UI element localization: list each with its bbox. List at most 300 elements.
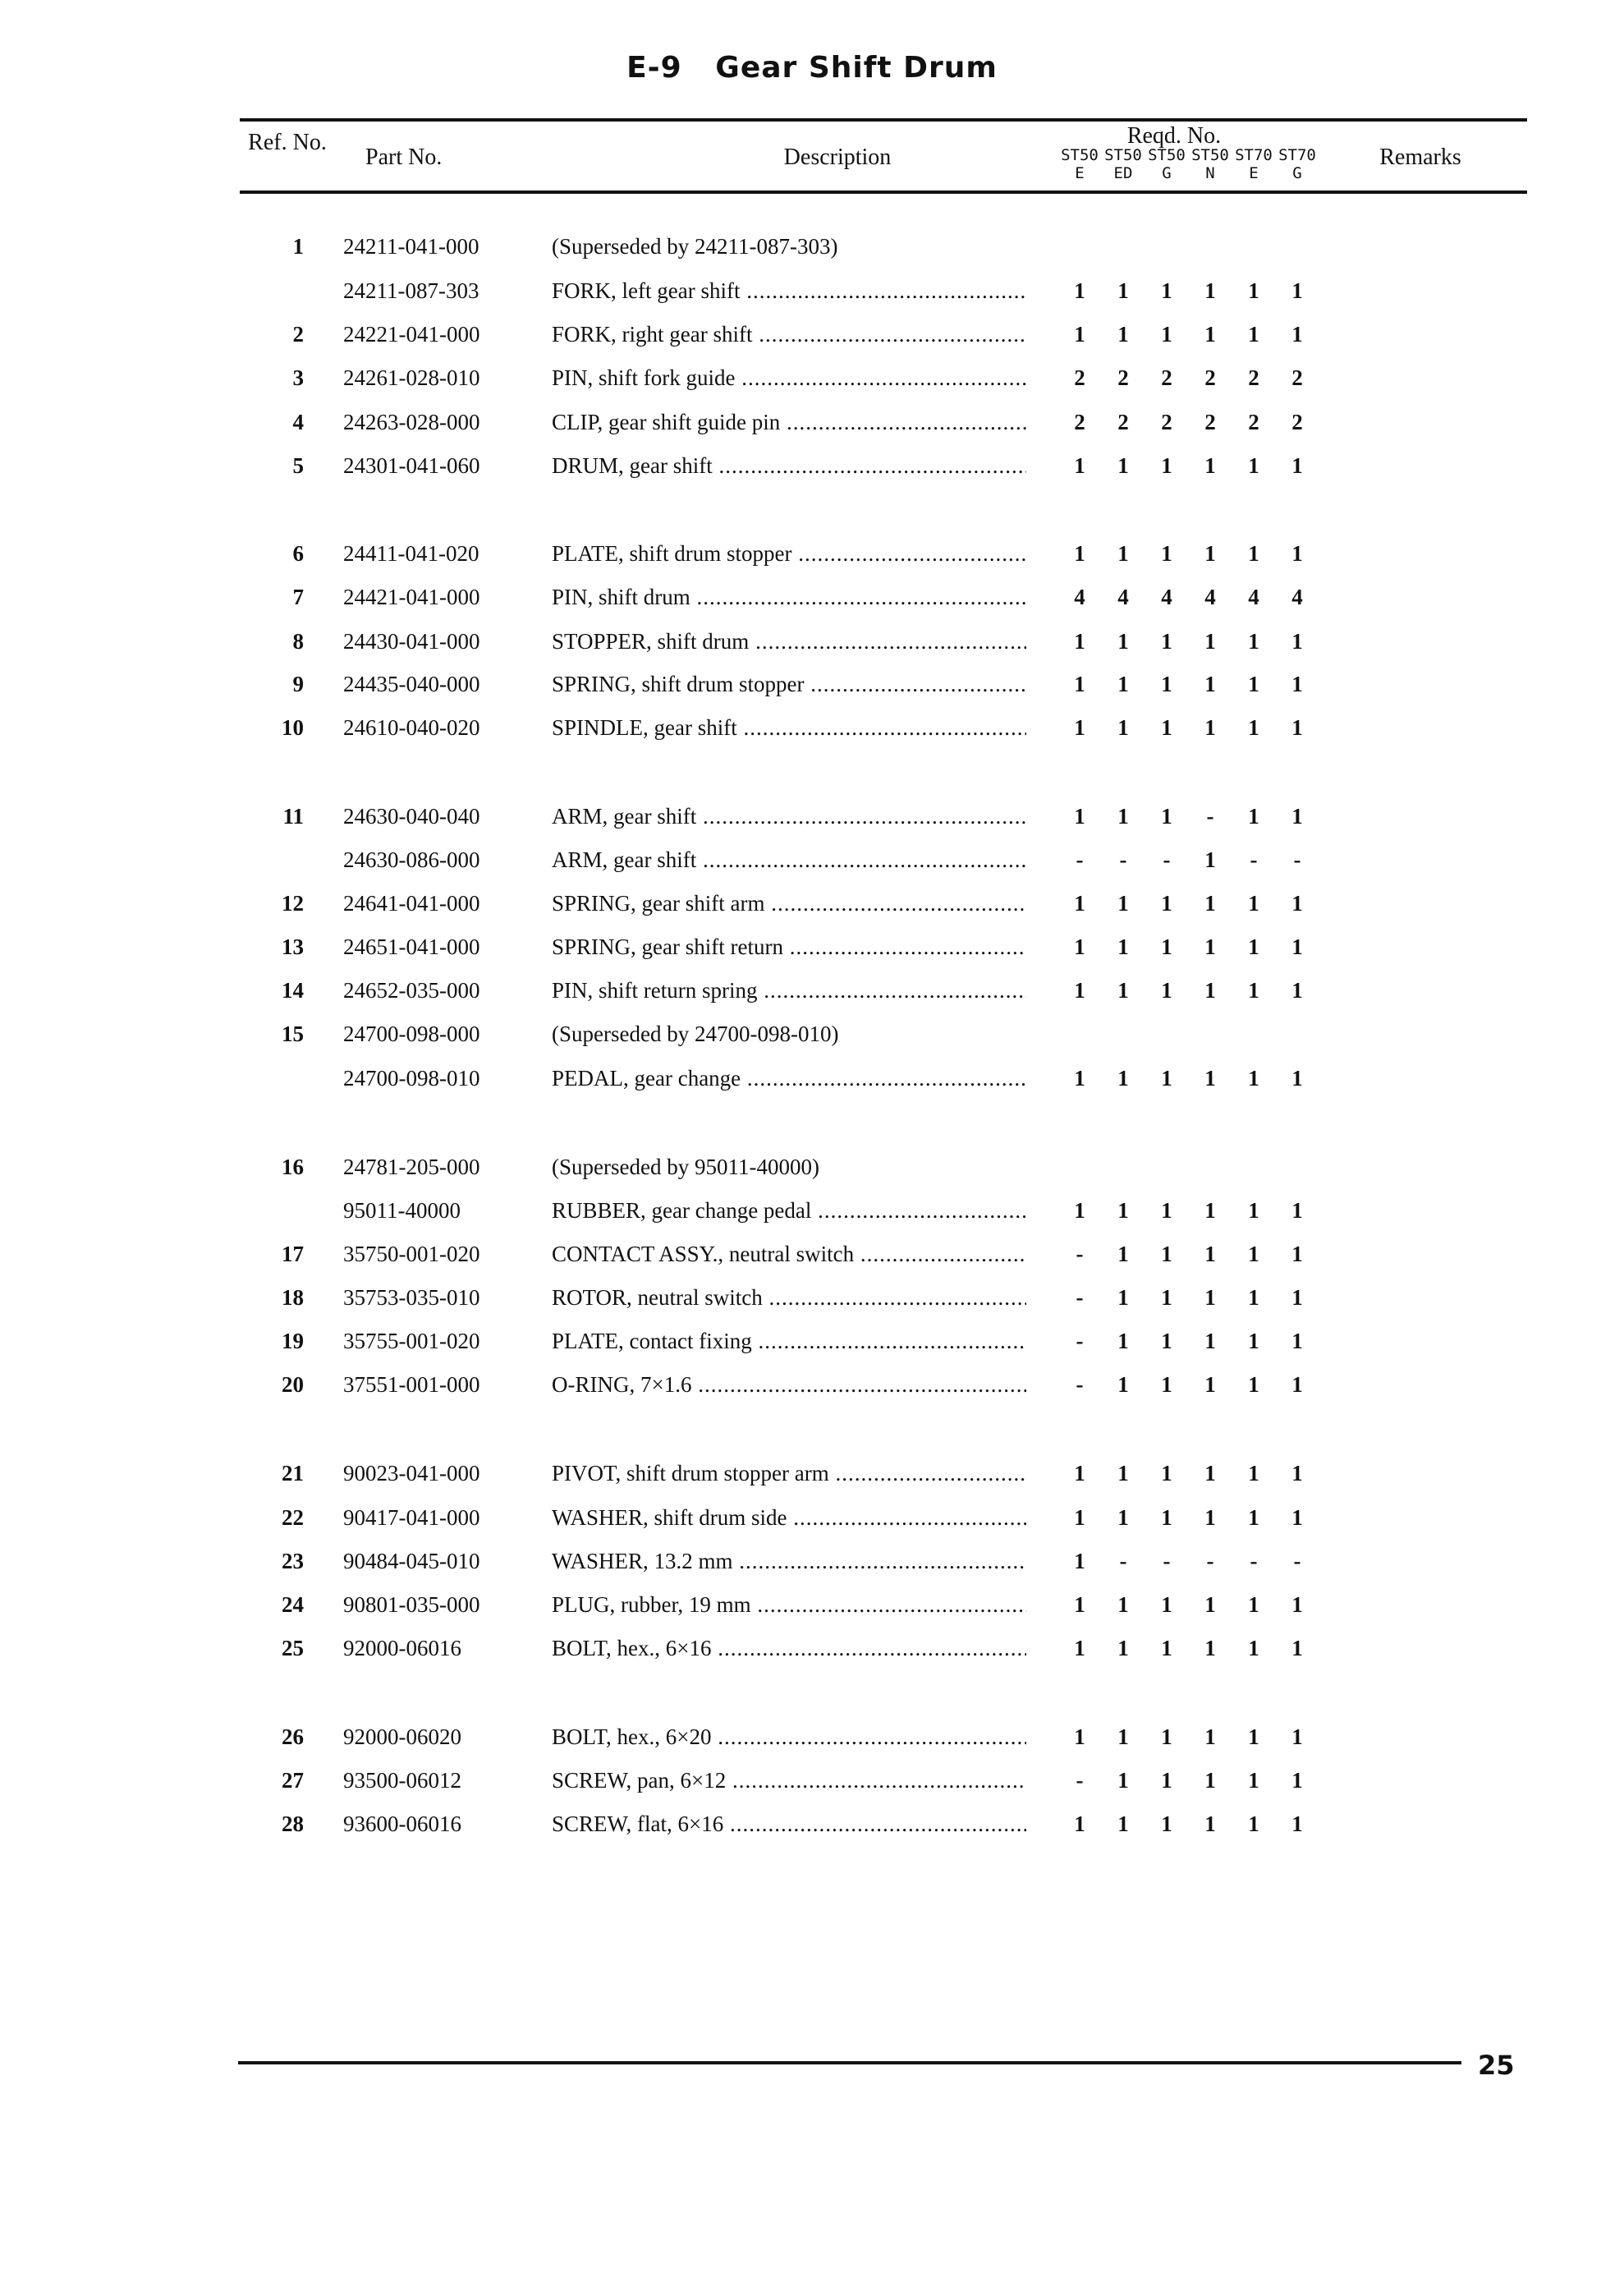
required-qty: 1	[1117, 978, 1129, 1003]
required-qty: 1	[1291, 1329, 1303, 1353]
required-qty: 1	[1248, 804, 1259, 829]
required-qty: 1	[1204, 1768, 1216, 1793]
required-qty: 1	[1204, 1724, 1216, 1749]
model-variant: E	[1075, 164, 1085, 182]
required-qty: 1	[1117, 804, 1129, 829]
description: ARM, gear shift .....	[552, 804, 1026, 829]
table-row	[0, 1155, 1624, 1187]
part-no: 24261-028-010	[343, 365, 480, 390]
description: PIVOT, shift drum stopper arm .....	[552, 1461, 1026, 1486]
required-qty: -	[1076, 847, 1084, 872]
required-qty: 1	[1161, 934, 1172, 959]
required-qty: 1	[1291, 1724, 1303, 1749]
ref-no: 2	[292, 322, 304, 347]
table-row	[0, 1636, 1624, 1669]
required-qty: 1	[1117, 1066, 1129, 1091]
model-name: ST70	[1278, 146, 1316, 164]
part-no: 92000-06016	[343, 1636, 461, 1660]
required-qty: -	[1250, 847, 1258, 872]
description: WASHER, shift drum side .....	[552, 1505, 1026, 1531]
required-qty: 1	[1074, 1636, 1085, 1660]
ref-no: 7	[292, 585, 304, 609]
required-qty: -	[1163, 847, 1171, 872]
description: PLUG, rubber, 19 mm .....	[552, 1592, 1026, 1618]
ref-no: 5	[292, 453, 304, 478]
model-name: ST50	[1191, 146, 1229, 164]
required-qty: -	[1206, 1549, 1214, 1573]
required-qty: -	[1076, 1372, 1084, 1397]
required-qty: 1	[1248, 1242, 1259, 1266]
required-qty: 1	[1117, 1285, 1129, 1310]
required-qty: 1	[1248, 322, 1259, 347]
required-qty: 1	[1074, 1198, 1085, 1223]
required-qty: -	[1076, 1242, 1084, 1266]
required-qty: 1	[1074, 1549, 1085, 1573]
part-no: 24652-035-000	[343, 978, 480, 1003]
part-no: 24651-041-000	[343, 934, 480, 959]
required-qty: 1	[1291, 1461, 1303, 1486]
required-qty: 1	[1074, 629, 1085, 654]
description: FORK, right gear shift .....	[552, 322, 1026, 347]
required-qty: 1	[1291, 1242, 1303, 1266]
model-variant: N	[1205, 164, 1215, 182]
description: BOLT, hex., 6×20 .....	[552, 1724, 1026, 1750]
footer-rule	[238, 2061, 1461, 2064]
required-qty: 4	[1117, 585, 1129, 609]
required-qty: 1	[1161, 1066, 1172, 1091]
ref-no: 16	[282, 1155, 304, 1179]
required-qty: 1	[1204, 1505, 1216, 1530]
required-qty: 2	[1248, 410, 1259, 434]
required-qty: 1	[1248, 1724, 1259, 1749]
part-no: 24430-041-000	[343, 629, 480, 654]
description: SPRING, gear shift arm .....	[552, 891, 1026, 916]
required-qty: 2	[1161, 365, 1172, 390]
ref-no: 17	[282, 1242, 304, 1266]
part-no: 24630-086-000	[343, 847, 480, 872]
table-row	[0, 322, 1624, 355]
table-row	[0, 891, 1624, 924]
header-top-rule	[240, 118, 1527, 122]
ref-no: 26	[282, 1724, 304, 1749]
required-qty: 4	[1161, 585, 1172, 609]
required-qty: 1	[1074, 934, 1085, 959]
required-qty: 1	[1117, 1636, 1129, 1660]
required-qty: 1	[1117, 1724, 1129, 1749]
part-no: 24221-041-000	[343, 322, 480, 347]
required-qty: 1	[1117, 1592, 1129, 1617]
part-no: 35755-001-020	[343, 1329, 480, 1353]
table-row	[0, 1812, 1624, 1844]
required-qty: 1	[1248, 1461, 1259, 1486]
description: ROTOR, neutral switch .....	[552, 1285, 1026, 1311]
part-no: 35750-001-020	[343, 1242, 480, 1266]
ref-no: 10	[282, 715, 304, 740]
required-qty: 1	[1074, 672, 1085, 696]
required-qty: 1	[1117, 1372, 1129, 1397]
required-qty: -	[1250, 1549, 1258, 1573]
table-row	[0, 847, 1624, 880]
required-qty: 1	[1117, 1242, 1129, 1266]
table-row	[0, 1505, 1624, 1538]
required-qty: -	[1206, 804, 1214, 829]
table-row	[0, 715, 1624, 748]
required-qty: 1	[1074, 891, 1085, 916]
required-qty: 1	[1117, 1768, 1129, 1793]
required-qty: 1	[1248, 1812, 1259, 1836]
required-qty: 1	[1248, 934, 1259, 959]
required-qty: -	[1293, 1549, 1301, 1573]
header-remarks: Remarks	[1379, 145, 1461, 170]
description: RUBBER, gear change pedal .....	[552, 1198, 1026, 1224]
part-no: 24700-098-000	[343, 1022, 480, 1046]
required-qty: 1	[1248, 453, 1259, 478]
description: (Superseded by 24700-098-010)	[552, 1022, 839, 1046]
ref-no: 15	[282, 1022, 304, 1046]
required-qty: 1	[1291, 1505, 1303, 1530]
required-qty: 1	[1117, 1505, 1129, 1530]
required-qty: 1	[1204, 1242, 1216, 1266]
required-qty: 1	[1117, 322, 1129, 347]
required-qty: 2	[1117, 410, 1129, 434]
required-qty: -	[1076, 1329, 1084, 1353]
table-row	[0, 1724, 1624, 1757]
required-qty: 1	[1291, 934, 1303, 959]
description: (Superseded by 95011-40000)	[552, 1155, 819, 1179]
ref-no: 8	[292, 629, 304, 654]
part-no: 93500-06012	[343, 1768, 461, 1793]
description: CONTACT ASSY., neutral switch .....	[552, 1242, 1026, 1267]
required-qty: 1	[1074, 1066, 1085, 1091]
required-qty: 1	[1117, 629, 1129, 654]
page-number: 25	[1478, 2050, 1515, 2081]
required-qty: 2	[1204, 365, 1216, 390]
part-no: 24641-041-000	[343, 891, 480, 916]
ref-no: 3	[292, 365, 304, 390]
part-no: 24263-028-000	[343, 410, 480, 434]
required-qty: 1	[1248, 978, 1259, 1003]
required-qty: 1	[1161, 1505, 1172, 1530]
required-qty: 1	[1117, 1198, 1129, 1223]
required-qty: 1	[1117, 715, 1129, 740]
required-qty: 1	[1291, 978, 1303, 1003]
required-qty: 1	[1248, 1066, 1259, 1091]
required-qty: 1	[1204, 978, 1216, 1003]
model-name: ST50	[1061, 146, 1099, 164]
description: CLIP, gear shift guide pin .....	[552, 410, 1026, 435]
required-qty: 1	[1291, 322, 1303, 347]
description: PEDAL, gear change .....	[552, 1066, 1026, 1091]
part-no: 37551-001-000	[343, 1372, 480, 1397]
required-qty: 4	[1204, 585, 1216, 609]
model-column-header	[1057, 146, 1103, 182]
table-row	[0, 1329, 1624, 1362]
model-column-header	[1144, 146, 1190, 182]
model-variant: E	[1249, 164, 1259, 182]
required-qty: 1	[1204, 1372, 1216, 1397]
required-qty: 1	[1074, 453, 1085, 478]
required-qty: 2	[1248, 365, 1259, 390]
required-qty: 1	[1291, 278, 1303, 303]
table-row	[0, 278, 1624, 311]
required-qty: 1	[1204, 1461, 1216, 1486]
required-qty: 1	[1117, 1329, 1129, 1353]
table-row	[0, 541, 1624, 574]
table-row	[0, 1022, 1624, 1054]
model-variant: G	[1292, 164, 1302, 182]
required-qty: 1	[1204, 672, 1216, 696]
table-row	[0, 1461, 1624, 1494]
required-qty: 1	[1291, 1372, 1303, 1397]
required-qty: 1	[1161, 1198, 1172, 1223]
description: PIN, shift fork guide .....	[552, 365, 1026, 391]
required-qty: 1	[1074, 715, 1085, 740]
ref-no: 12	[282, 891, 304, 916]
part-no: 24610-040-020	[343, 715, 480, 740]
required-qty: 1	[1204, 1592, 1216, 1617]
description: PLATE, contact fixing .....	[552, 1329, 1026, 1354]
required-qty: 1	[1161, 1329, 1172, 1353]
required-qty: 1	[1291, 453, 1303, 478]
required-qty: 1	[1074, 1724, 1085, 1749]
required-qty: 4	[1291, 585, 1303, 609]
table-row	[0, 1592, 1624, 1625]
part-no: 92000-06020	[343, 1724, 461, 1749]
part-no: 24211-041-000	[343, 234, 479, 259]
ref-no: 14	[282, 978, 304, 1003]
required-qty: 1	[1248, 1505, 1259, 1530]
required-qty: 1	[1248, 1372, 1259, 1397]
required-qty: 1	[1117, 934, 1129, 959]
header-reqd-no: Reqd. No.	[1126, 123, 1222, 149]
required-qty: 1	[1291, 1768, 1303, 1793]
description: O-RING, 7×1.6 .....	[552, 1372, 1026, 1398]
table-row	[0, 234, 1624, 267]
description: SCREW, pan, 6×12 .....	[552, 1768, 1026, 1793]
table-row	[0, 629, 1624, 662]
ref-no: 20	[282, 1372, 304, 1397]
required-qty: 1	[1291, 804, 1303, 829]
required-qty: 1	[1291, 891, 1303, 916]
required-qty: 1	[1161, 1768, 1172, 1793]
required-qty: 1	[1117, 278, 1129, 303]
required-qty: 1	[1248, 1329, 1259, 1353]
ref-no: 24	[282, 1592, 304, 1617]
part-no: 90484-045-010	[343, 1549, 480, 1573]
ref-no: 18	[282, 1285, 304, 1310]
description: DRUM, gear shift .....	[552, 453, 1026, 479]
required-qty: 1	[1074, 541, 1085, 566]
required-qty: 1	[1204, 278, 1216, 303]
required-qty: 1	[1161, 322, 1172, 347]
required-qty: 1	[1161, 1724, 1172, 1749]
table-row	[0, 1242, 1624, 1274]
required-qty: 1	[1161, 629, 1172, 654]
part-no: 24301-041-060	[343, 453, 480, 478]
part-no: 35753-035-010	[343, 1285, 480, 1310]
required-qty: 2	[1161, 410, 1172, 434]
description: FORK, left gear shift .....	[552, 278, 1026, 304]
ref-no: 6	[292, 541, 304, 566]
model-variant: G	[1162, 164, 1172, 182]
required-qty: 1	[1291, 1592, 1303, 1617]
required-qty: 1	[1117, 453, 1129, 478]
required-qty: 1	[1248, 278, 1259, 303]
required-qty: 1	[1291, 672, 1303, 696]
description: SPRING, shift drum stopper .....	[552, 672, 1026, 697]
required-qty: 1	[1204, 934, 1216, 959]
required-qty: 2	[1074, 410, 1085, 434]
header-bottom-rule	[240, 191, 1527, 194]
description: PLATE, shift drum stopper .....	[552, 541, 1026, 567]
part-no: 24630-040-040	[343, 804, 480, 829]
required-qty: 1	[1161, 672, 1172, 696]
required-qty: 1	[1074, 322, 1085, 347]
table-row	[0, 1066, 1624, 1099]
ref-no: 21	[282, 1461, 304, 1486]
required-qty: 1	[1117, 1461, 1129, 1486]
required-qty: 1	[1291, 541, 1303, 566]
part-no: 24421-041-000	[343, 585, 480, 609]
required-qty: 1	[1161, 1592, 1172, 1617]
ref-no: 28	[282, 1812, 304, 1836]
table-row	[0, 672, 1624, 705]
required-qty: 1	[1204, 1066, 1216, 1091]
table-row	[0, 978, 1624, 1011]
description: SPINDLE, gear shift .....	[552, 715, 1026, 741]
header-ref-no: Ref. No.	[248, 130, 327, 155]
required-qty: 2	[1291, 365, 1303, 390]
description: BOLT, hex., 6×16 .....	[552, 1636, 1026, 1661]
description: WASHER, 13.2 mm .....	[552, 1549, 1026, 1574]
required-qty: 1	[1161, 1242, 1172, 1266]
ref-no: 13	[282, 934, 304, 959]
required-qty: 1	[1161, 453, 1172, 478]
required-qty: 1	[1074, 804, 1085, 829]
required-qty: 1	[1204, 847, 1216, 872]
ref-no: 9	[292, 672, 304, 696]
required-qty: 1	[1291, 1812, 1303, 1836]
description: SPRING, gear shift return .....	[552, 934, 1026, 960]
model-column-header	[1187, 146, 1233, 182]
required-qty: 1	[1291, 629, 1303, 654]
required-qty: 1	[1161, 1636, 1172, 1660]
model-column-header	[1274, 146, 1320, 182]
required-qty: -	[1119, 847, 1127, 872]
required-qty: 1	[1074, 278, 1085, 303]
required-qty: 1	[1161, 978, 1172, 1003]
required-qty: 1	[1291, 1636, 1303, 1660]
required-qty: 1	[1204, 1812, 1216, 1836]
part-no: 24435-040-000	[343, 672, 480, 696]
part-no: 90417-041-000	[343, 1505, 480, 1530]
ref-no: 4	[292, 410, 304, 434]
table-row	[0, 585, 1624, 618]
required-qty: -	[1163, 1549, 1171, 1573]
model-variant: ED	[1113, 164, 1133, 182]
table-row	[0, 1549, 1624, 1582]
required-qty: 1	[1248, 1285, 1259, 1310]
required-qty: -	[1076, 1768, 1084, 1793]
required-qty: 1	[1291, 1066, 1303, 1091]
required-qty: 1	[1161, 278, 1172, 303]
required-qty: 1	[1248, 629, 1259, 654]
required-qty: 1	[1248, 1198, 1259, 1223]
ref-no: 11	[282, 804, 304, 829]
ref-no: 25	[282, 1636, 304, 1660]
model-name: ST50	[1104, 146, 1142, 164]
required-qty: 1	[1161, 1285, 1172, 1310]
required-qty: 1	[1117, 541, 1129, 566]
description: STOPPER, shift drum .....	[552, 629, 1026, 654]
model-column-header	[1100, 146, 1146, 182]
description: PIN, shift return spring .....	[552, 978, 1026, 1003]
ref-no: 19	[282, 1329, 304, 1353]
required-qty: 1	[1161, 804, 1172, 829]
required-qty: 1	[1248, 541, 1259, 566]
required-qty: 1	[1248, 1592, 1259, 1617]
table-row	[0, 410, 1624, 443]
table-row	[0, 1198, 1624, 1231]
header-part-no: Part No.	[365, 145, 443, 170]
required-qty: 1	[1204, 1285, 1216, 1310]
header-description: Description	[783, 145, 892, 170]
table-row	[0, 1285, 1624, 1318]
required-qty: 1	[1291, 1198, 1303, 1223]
required-qty: 1	[1248, 1636, 1259, 1660]
required-qty: 1	[1161, 1461, 1172, 1486]
required-qty: 1	[1204, 322, 1216, 347]
description: ARM, gear shift .....	[552, 847, 1026, 873]
table-row	[0, 804, 1624, 837]
required-qty: 1	[1161, 1372, 1172, 1397]
part-no: 24700-098-010	[343, 1066, 480, 1091]
required-qty: 1	[1204, 715, 1216, 740]
model-name: ST70	[1235, 146, 1273, 164]
required-qty: 1	[1204, 541, 1216, 566]
required-qty: 1	[1204, 453, 1216, 478]
required-qty: -	[1293, 847, 1301, 872]
required-qty: -	[1076, 1285, 1084, 1310]
required-qty: 4	[1074, 585, 1085, 609]
required-qty: 1	[1204, 1636, 1216, 1660]
ref-no: 23	[282, 1549, 304, 1573]
required-qty: 1	[1117, 891, 1129, 916]
required-qty: -	[1119, 1549, 1127, 1573]
required-qty: 1	[1204, 1329, 1216, 1353]
required-qty: 1	[1248, 715, 1259, 740]
required-qty: 1	[1248, 891, 1259, 916]
ref-no: 1	[292, 234, 304, 259]
description: SCREW, flat, 6×16 .....	[552, 1812, 1026, 1837]
required-qty: 1	[1074, 1505, 1085, 1530]
required-qty: 1	[1074, 978, 1085, 1003]
table-row	[0, 365, 1624, 398]
required-qty: 1	[1074, 1461, 1085, 1486]
required-qty: 1	[1161, 891, 1172, 916]
required-qty: 1	[1074, 1592, 1085, 1617]
table-row	[0, 934, 1624, 967]
part-no: 90023-041-000	[343, 1461, 480, 1486]
required-qty: 1	[1161, 1812, 1172, 1836]
required-qty: 1	[1248, 672, 1259, 696]
required-qty: 1	[1291, 715, 1303, 740]
description: PIN, shift drum .....	[552, 585, 1026, 610]
required-qty: 2	[1291, 410, 1303, 434]
part-no: 24781-205-000	[343, 1155, 480, 1179]
required-qty: 4	[1248, 585, 1259, 609]
required-qty: 1	[1204, 629, 1216, 654]
